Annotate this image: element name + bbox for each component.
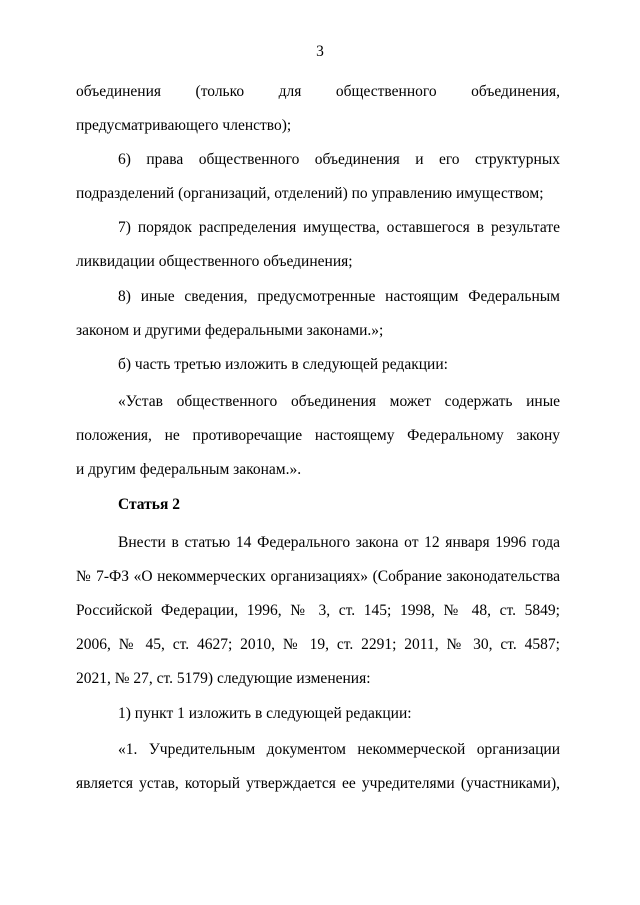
quoted-paragraph: «1. Учредительным документом некоммерческой организации (118, 741, 560, 758)
list-item-8: 8) иные сведения, предусмотренные настоящим Федеральным (118, 288, 560, 305)
text-line: № 7-ФЗ «О некоммерческих организациях» (Собрание законодательства (76, 568, 560, 585)
text-line: 2006, № 45, ст. 4627; 2010, № 19, ст. 2291; 2011, № 30, ст. 4587; (76, 636, 560, 653)
text-line: ликвидации общественного объединения; (76, 253, 353, 270)
amendment-b: б) часть третью изложить в следующей редакции: (118, 356, 448, 373)
text-line: подразделений (организаций, отделений) по управлению имуществом; (76, 185, 544, 202)
list-item-7: 7) порядок распределения имущества, оставшегося в результате (118, 219, 560, 236)
text-line: является устав, который утверждается ее учредителями (участниками), (76, 775, 560, 792)
text-line: объединения (только для общественного объединения, (76, 83, 560, 100)
text-line: предусматривающего членство); (76, 117, 292, 134)
text-line: законом и другими федеральными законами.»; (76, 322, 384, 339)
text-line: Российской Федерации, 1996, № 3, ст. 145; 1998, № 48, ст. 5849; (76, 602, 560, 619)
quoted-paragraph: «Устав общественного объединения может содержать иные (118, 393, 560, 410)
page-number: 3 (316, 43, 324, 60)
text-line: 2021, № 27, ст. 5179) следующие изменения: (76, 670, 371, 687)
article-heading: Статья 2 (118, 496, 180, 513)
list-item-6: 6) права общественного объединения и его структурных (118, 151, 560, 168)
list-item-1: 1) пункт 1 изложить в следующей редакции: (118, 705, 412, 722)
text-line: и другим федеральным законам.». (76, 461, 302, 478)
text-line: положения, не противоречащие настоящему Федеральному закону (76, 427, 560, 444)
article-paragraph: Внести в статью 14 Федерального закона от 12 января 1996 года (118, 534, 560, 551)
